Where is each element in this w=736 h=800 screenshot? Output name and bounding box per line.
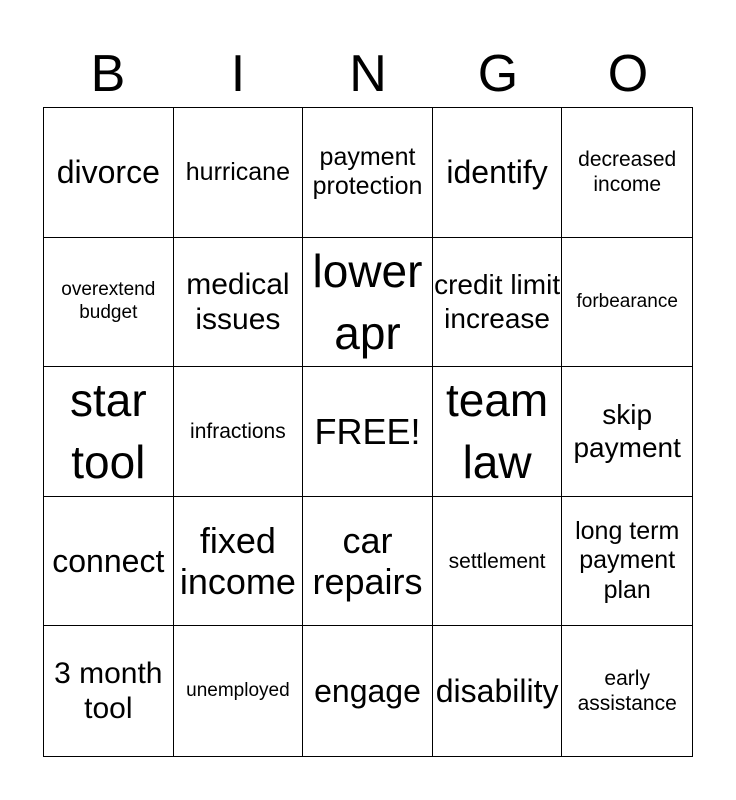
- bingo-cell[interactable]: [433, 626, 563, 756]
- header-letter-g: G: [477, 45, 519, 103]
- bingo-cell[interactable]: [303, 238, 433, 368]
- bingo-cell[interactable]: [44, 497, 174, 627]
- bingo-cell[interactable]: [44, 367, 174, 497]
- cell-text: credit limit increase: [434, 269, 561, 334]
- bingo-cell[interactable]: [433, 108, 563, 238]
- bingo-header: [43, 40, 693, 108]
- cell-text: early assistance: [577, 667, 677, 716]
- cell-text: lower apr: [312, 244, 423, 359]
- bingo-cell[interactable]: [562, 238, 692, 368]
- bingo-cell[interactable]: [44, 108, 174, 238]
- cell-text: disability: [435, 673, 559, 709]
- cell-text: FREE!: [314, 410, 421, 452]
- cell-text: divorce: [56, 154, 160, 191]
- bingo-cell[interactable]: [303, 626, 433, 756]
- cell-text: identify: [446, 154, 548, 191]
- bingo-cell[interactable]: [562, 626, 692, 756]
- bingo-board: [43, 107, 693, 757]
- bingo-cell[interactable]: [562, 367, 692, 497]
- bingo-cell[interactable]: [303, 497, 433, 627]
- cell-text: medical issues: [186, 267, 290, 336]
- bingo-cell[interactable]: [174, 367, 304, 497]
- cell-text: skip payment: [573, 398, 681, 464]
- bingo-cell[interactable]: [303, 108, 433, 238]
- header-letter-n: N: [349, 45, 387, 103]
- cell-text: forbearance: [576, 290, 678, 312]
- header-letter-i: I: [230, 45, 246, 103]
- cell-text: engage: [314, 673, 421, 709]
- bingo-cell[interactable]: [174, 108, 304, 238]
- cell-text: fixed income: [179, 519, 296, 603]
- cell-text: payment protection: [312, 142, 423, 201]
- bingo-cell[interactable]: [433, 497, 563, 627]
- bingo-cell[interactable]: [174, 497, 304, 627]
- header-letter-o: O: [607, 45, 649, 103]
- cell-text: long term payment plan: [575, 516, 680, 604]
- cell-text: star tool: [69, 374, 147, 489]
- cell-text: car repairs: [312, 519, 423, 603]
- header-letter-b: B: [90, 45, 126, 103]
- cell-text: team law: [445, 374, 549, 489]
- bingo-cell[interactable]: [44, 238, 174, 368]
- cell-text: infractions: [190, 419, 286, 443]
- bingo-cell[interactable]: [174, 626, 304, 756]
- bingo-cell[interactable]: [562, 497, 692, 627]
- bingo-cell[interactable]: [44, 626, 174, 756]
- bingo-cell[interactable]: [562, 108, 692, 238]
- cell-text: decreased income: [578, 148, 677, 197]
- cell-text: 3 month tool: [54, 656, 163, 726]
- cell-text: unemployed: [186, 679, 290, 701]
- bingo-cell[interactable]: [433, 238, 563, 368]
- bingo-cell[interactable]: [433, 367, 563, 497]
- free-space[interactable]: [303, 367, 433, 497]
- cell-text: connect: [52, 542, 165, 579]
- bingo-cell[interactable]: [174, 238, 304, 368]
- cell-text: settlement: [448, 549, 546, 573]
- cell-text: overextend budget: [61, 279, 156, 323]
- cell-text: hurricane: [185, 157, 290, 186]
